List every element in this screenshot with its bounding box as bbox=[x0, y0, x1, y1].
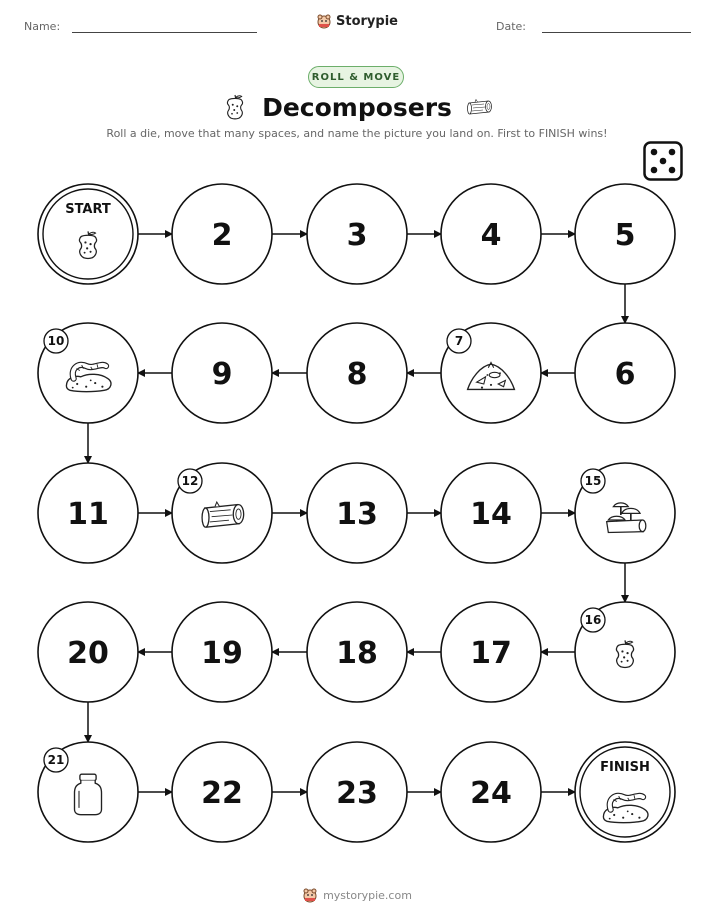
board-space-2 bbox=[172, 184, 272, 284]
board-space-19 bbox=[172, 602, 272, 702]
board-space-14 bbox=[441, 463, 541, 563]
board-space-6 bbox=[575, 323, 675, 423]
board-space-4 bbox=[441, 184, 541, 284]
board-space-21 bbox=[38, 742, 138, 842]
board-space-9 bbox=[172, 323, 272, 423]
roll-and-move-badge: ROLL & MOVE bbox=[308, 66, 404, 88]
space-number: 7 bbox=[454, 334, 464, 348]
space-number: 5 bbox=[614, 218, 636, 253]
space-number: 21 bbox=[47, 753, 65, 767]
instructions: Roll a die, move that many spaces, and name the picture you land on. First to FINISH wins! bbox=[106, 127, 608, 140]
space-number: 24 bbox=[470, 776, 512, 811]
start-label: START bbox=[65, 202, 111, 217]
space-number: 15 bbox=[584, 474, 602, 488]
board-space-23 bbox=[307, 742, 407, 842]
board-space-20 bbox=[38, 602, 138, 702]
space-number: 14 bbox=[470, 497, 512, 532]
footer bbox=[0, 887, 714, 903]
space-number: 9 bbox=[211, 357, 233, 392]
date-label: Date: bbox=[496, 20, 526, 33]
board-space-8 bbox=[307, 323, 407, 423]
space-number: 8 bbox=[346, 357, 368, 392]
storypie-logo-icon bbox=[302, 887, 318, 903]
board-space-7 bbox=[441, 323, 541, 423]
space-number: 6 bbox=[614, 357, 636, 392]
space-number: 23 bbox=[336, 776, 378, 811]
board-space-11 bbox=[38, 463, 138, 563]
finish-label: FINISH bbox=[600, 760, 650, 775]
page-title: Decomposers bbox=[262, 92, 452, 122]
space-number: 4 bbox=[480, 218, 502, 253]
space-number: 2 bbox=[211, 218, 233, 253]
footer-url[interactable]: mystorypie.com bbox=[323, 888, 412, 902]
board-space-finish bbox=[575, 742, 675, 842]
board-space-10 bbox=[38, 323, 138, 423]
board-space-22 bbox=[172, 742, 272, 842]
board-space-18 bbox=[307, 602, 407, 702]
board-space-24 bbox=[441, 742, 541, 842]
name-label: Name: bbox=[24, 20, 61, 33]
space-number: 12 bbox=[181, 474, 199, 488]
board-space-13 bbox=[307, 463, 407, 563]
board-space-12 bbox=[172, 463, 272, 563]
space-number: 16 bbox=[584, 613, 602, 627]
space-number: 3 bbox=[346, 218, 368, 253]
board-space-5 bbox=[575, 184, 675, 284]
board-space-start bbox=[38, 184, 138, 284]
space-number: 20 bbox=[67, 636, 109, 671]
space-number: 10 bbox=[47, 334, 65, 348]
brand-name: Storypie bbox=[336, 13, 398, 29]
board-space-17 bbox=[441, 602, 541, 702]
board-space-3 bbox=[307, 184, 407, 284]
space-number: 18 bbox=[336, 636, 378, 671]
space-number: 11 bbox=[67, 497, 109, 532]
board-space-16 bbox=[575, 602, 675, 702]
space-number: 19 bbox=[201, 636, 243, 671]
space-number: 17 bbox=[470, 636, 512, 671]
space-number: 13 bbox=[336, 497, 378, 532]
worm-in-soil-icon bbox=[66, 364, 111, 391]
board-space-15 bbox=[575, 463, 675, 563]
worm-in-soil-icon bbox=[603, 795, 648, 822]
space-number: 22 bbox=[201, 776, 243, 811]
